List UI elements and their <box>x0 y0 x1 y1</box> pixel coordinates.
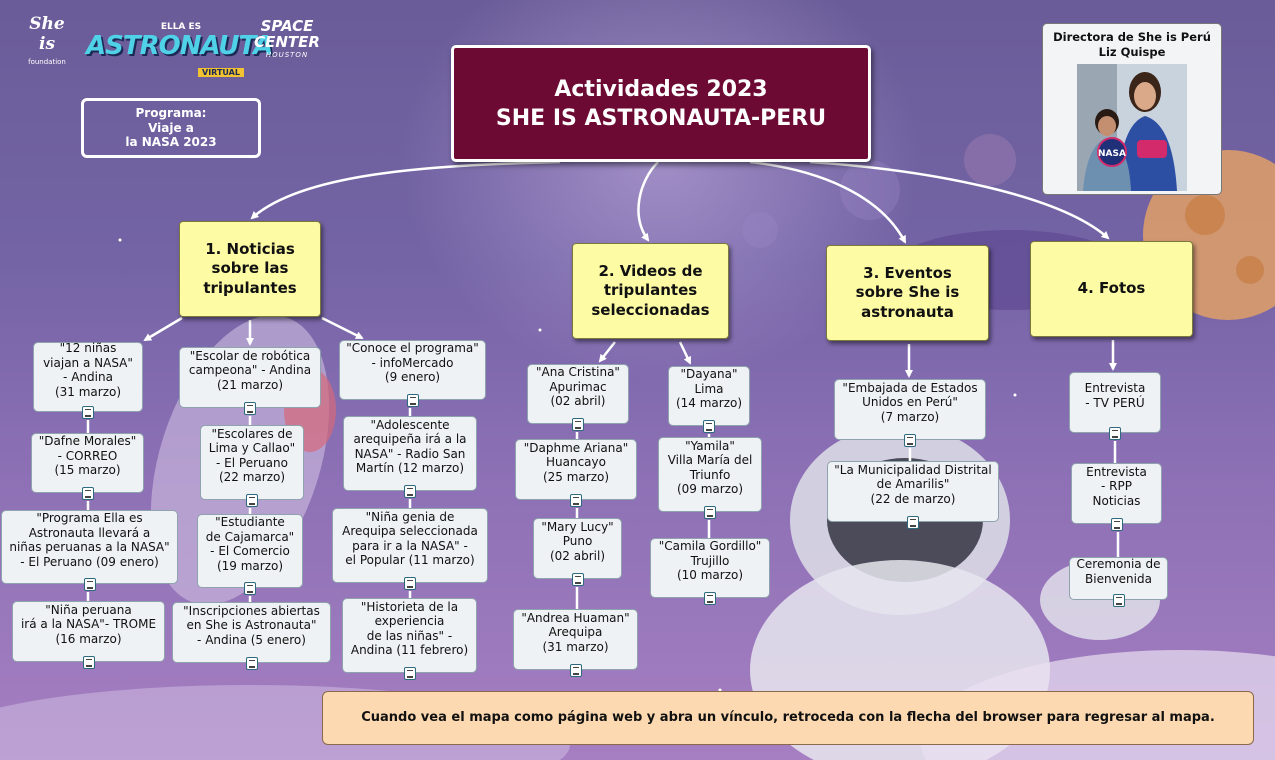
event-link-embajada[interactable]: "Embajada de Estados Unidos en Perú" (7 marzo) <box>834 379 986 440</box>
document-icon[interactable] <box>246 494 258 507</box>
document-icon[interactable] <box>1111 518 1123 531</box>
she-is-logo-text: She is <box>29 14 65 54</box>
event-link-municipalidad-amarilis[interactable]: "La Municipalidad Distrital de Amarilis" (22 de marzo) <box>827 461 999 522</box>
houston-text: HOUSTON <box>265 51 309 59</box>
ella-es-astronauta-logo <box>86 22 273 79</box>
document-icon[interactable] <box>404 577 416 590</box>
video-link-mary-lucy[interactable]: "Mary Lucy" Puno (02 abril) <box>533 518 622 579</box>
video-link-ana-cristina[interactable]: "Ana Cristina" Apurimac (02 abril) <box>527 364 629 424</box>
star <box>1014 394 1017 397</box>
photo-link-ceremonia-bienvenida[interactable]: Ceremonia de Bienvenida <box>1069 557 1168 600</box>
news-link-nina-genia-arequipa[interactable]: "Niña genia de Arequipa seleccionada para ir a la NASA" - el Popular (11 marzo) <box>332 508 488 583</box>
document-icon[interactable] <box>907 516 919 529</box>
photo-link-rpp-noticias[interactable]: Entrevista - RPP Noticias <box>1071 463 1162 524</box>
category-noticias[interactable]: 1. Noticias sobre las tripulantes <box>179 221 321 317</box>
document-icon[interactable] <box>904 434 916 447</box>
document-icon[interactable] <box>704 506 716 519</box>
star <box>539 329 542 332</box>
director-photo-sign: NASA <box>1098 149 1126 159</box>
video-link-daphme-ariana[interactable]: "Daphme Ariana" Huancayo (25 marzo) <box>515 439 637 500</box>
space-center-houston-logo <box>252 18 322 60</box>
document-icon[interactable] <box>82 487 94 500</box>
document-icon[interactable] <box>404 485 416 498</box>
document-icon[interactable] <box>1109 427 1121 440</box>
she-is-logo-subtext: foundation <box>28 58 66 66</box>
ella-es-text: ELLA ES <box>160 22 202 32</box>
document-icon[interactable] <box>407 394 419 407</box>
moon-faint <box>742 212 778 248</box>
moon-faint <box>964 134 1016 186</box>
video-link-camila-gordillo[interactable]: "Camila Gordillo" Trujillo (10 marzo) <box>650 538 770 598</box>
main-title: Actividades 2023 SHE IS ASTRONAUTA-PERU <box>451 45 871 162</box>
document-icon[interactable] <box>572 573 584 586</box>
news-link-historieta[interactable]: "Historieta de la experiencia de las niñas" - Andina (11 febrero) <box>342 598 477 673</box>
center-text: CENTER <box>254 33 320 51</box>
news-link-escolar-robotica[interactable]: "Escolar de robótica campeona" - Andina (21 marzo) <box>179 347 321 408</box>
document-icon[interactable] <box>244 402 256 415</box>
news-link-conoce-el-programa[interactable]: "Conoce el programa" - infoMercado (9 enero) <box>339 340 486 400</box>
star <box>119 239 122 242</box>
news-link-estudiante-cajamarca[interactable]: "Estudiante de Cajamarca" - El Comercio (19 marzo) <box>197 514 303 588</box>
director-label: Directora de She is Perú Liz Quispe <box>1053 30 1211 59</box>
document-icon[interactable] <box>246 657 258 670</box>
program-label: Programa: Viaje a la NASA 2023 <box>81 98 261 158</box>
document-icon[interactable] <box>404 667 416 680</box>
news-link-12-ninas[interactable]: "12 niñas viajan a NASA" - Andina (31 marzo) <box>33 342 143 412</box>
moon-faint <box>840 160 900 220</box>
director-photo-illustration <box>1077 64 1187 191</box>
category-videos[interactable]: 2. Videos de tripulantes seleccionadas <box>572 243 729 339</box>
category-eventos[interactable]: 3. Eventos sobre She is astronauta <box>826 245 989 341</box>
director-photo <box>1077 64 1187 191</box>
planet-crater <box>1185 195 1225 235</box>
news-link-dafne-morales[interactable]: "Dafne Morales" - CORREO (15 marzo) <box>31 433 144 493</box>
space-text: SPACE <box>260 17 314 35</box>
news-link-adolescente-arequipena[interactable]: "Adolescente arequipeña irá a la NASA" - Radio San Martín (12 marzo) <box>343 416 477 491</box>
document-icon[interactable] <box>572 418 584 431</box>
planet-crater <box>1236 256 1264 284</box>
document-icon[interactable] <box>1113 594 1125 607</box>
document-icon[interactable] <box>83 656 95 669</box>
video-link-andrea-huaman[interactable]: "Andrea Huaman" Arequipa (31 marzo) <box>513 609 638 670</box>
video-link-dayana[interactable]: "Dayana" Lima (14 marzo) <box>668 366 750 426</box>
news-link-inscripciones-abiertas[interactable]: "Inscripciones abiertas en She is Astronauta" - Andina (5 enero) <box>172 602 331 663</box>
document-icon[interactable] <box>570 664 582 677</box>
video-link-yamila[interactable]: "Yamila" Villa María del Triunfo (09 marzo) <box>658 437 762 512</box>
director-card <box>1042 23 1222 195</box>
photo-link-tv-peru[interactable]: Entrevista - TV PERÚ <box>1069 372 1161 433</box>
document-icon[interactable] <box>244 582 256 595</box>
document-icon[interactable] <box>703 420 715 433</box>
news-link-escolares-lima-callao[interactable]: "Escolares de Lima y Callao" - El Peruano (22 marzo) <box>200 425 304 500</box>
news-link-nina-peruana-trome[interactable]: "Niña peruana irá a la NASA"- TROME (16 marzo) <box>12 601 165 662</box>
document-icon[interactable] <box>704 592 716 605</box>
document-icon[interactable] <box>84 578 96 591</box>
category-fotos[interactable]: 4. Fotos <box>1030 241 1193 337</box>
she-is-logo <box>22 14 72 66</box>
astronauta-text: ASTRONAUTA <box>86 31 273 61</box>
navigation-notice: Cuando vea el mapa como página web y abra un vínculo, retroceda con la flecha del browser para regresar al mapa. <box>322 691 1254 745</box>
document-icon[interactable] <box>82 406 94 419</box>
virtual-text: VIRTUAL <box>198 68 244 77</box>
news-link-programa-ella-es-astronauta[interactable]: "Programa Ella es Astronauta llevará a niñas peruanas a la NASA" - El Peruano (09 enero) <box>1 510 178 584</box>
document-icon[interactable] <box>570 494 582 507</box>
